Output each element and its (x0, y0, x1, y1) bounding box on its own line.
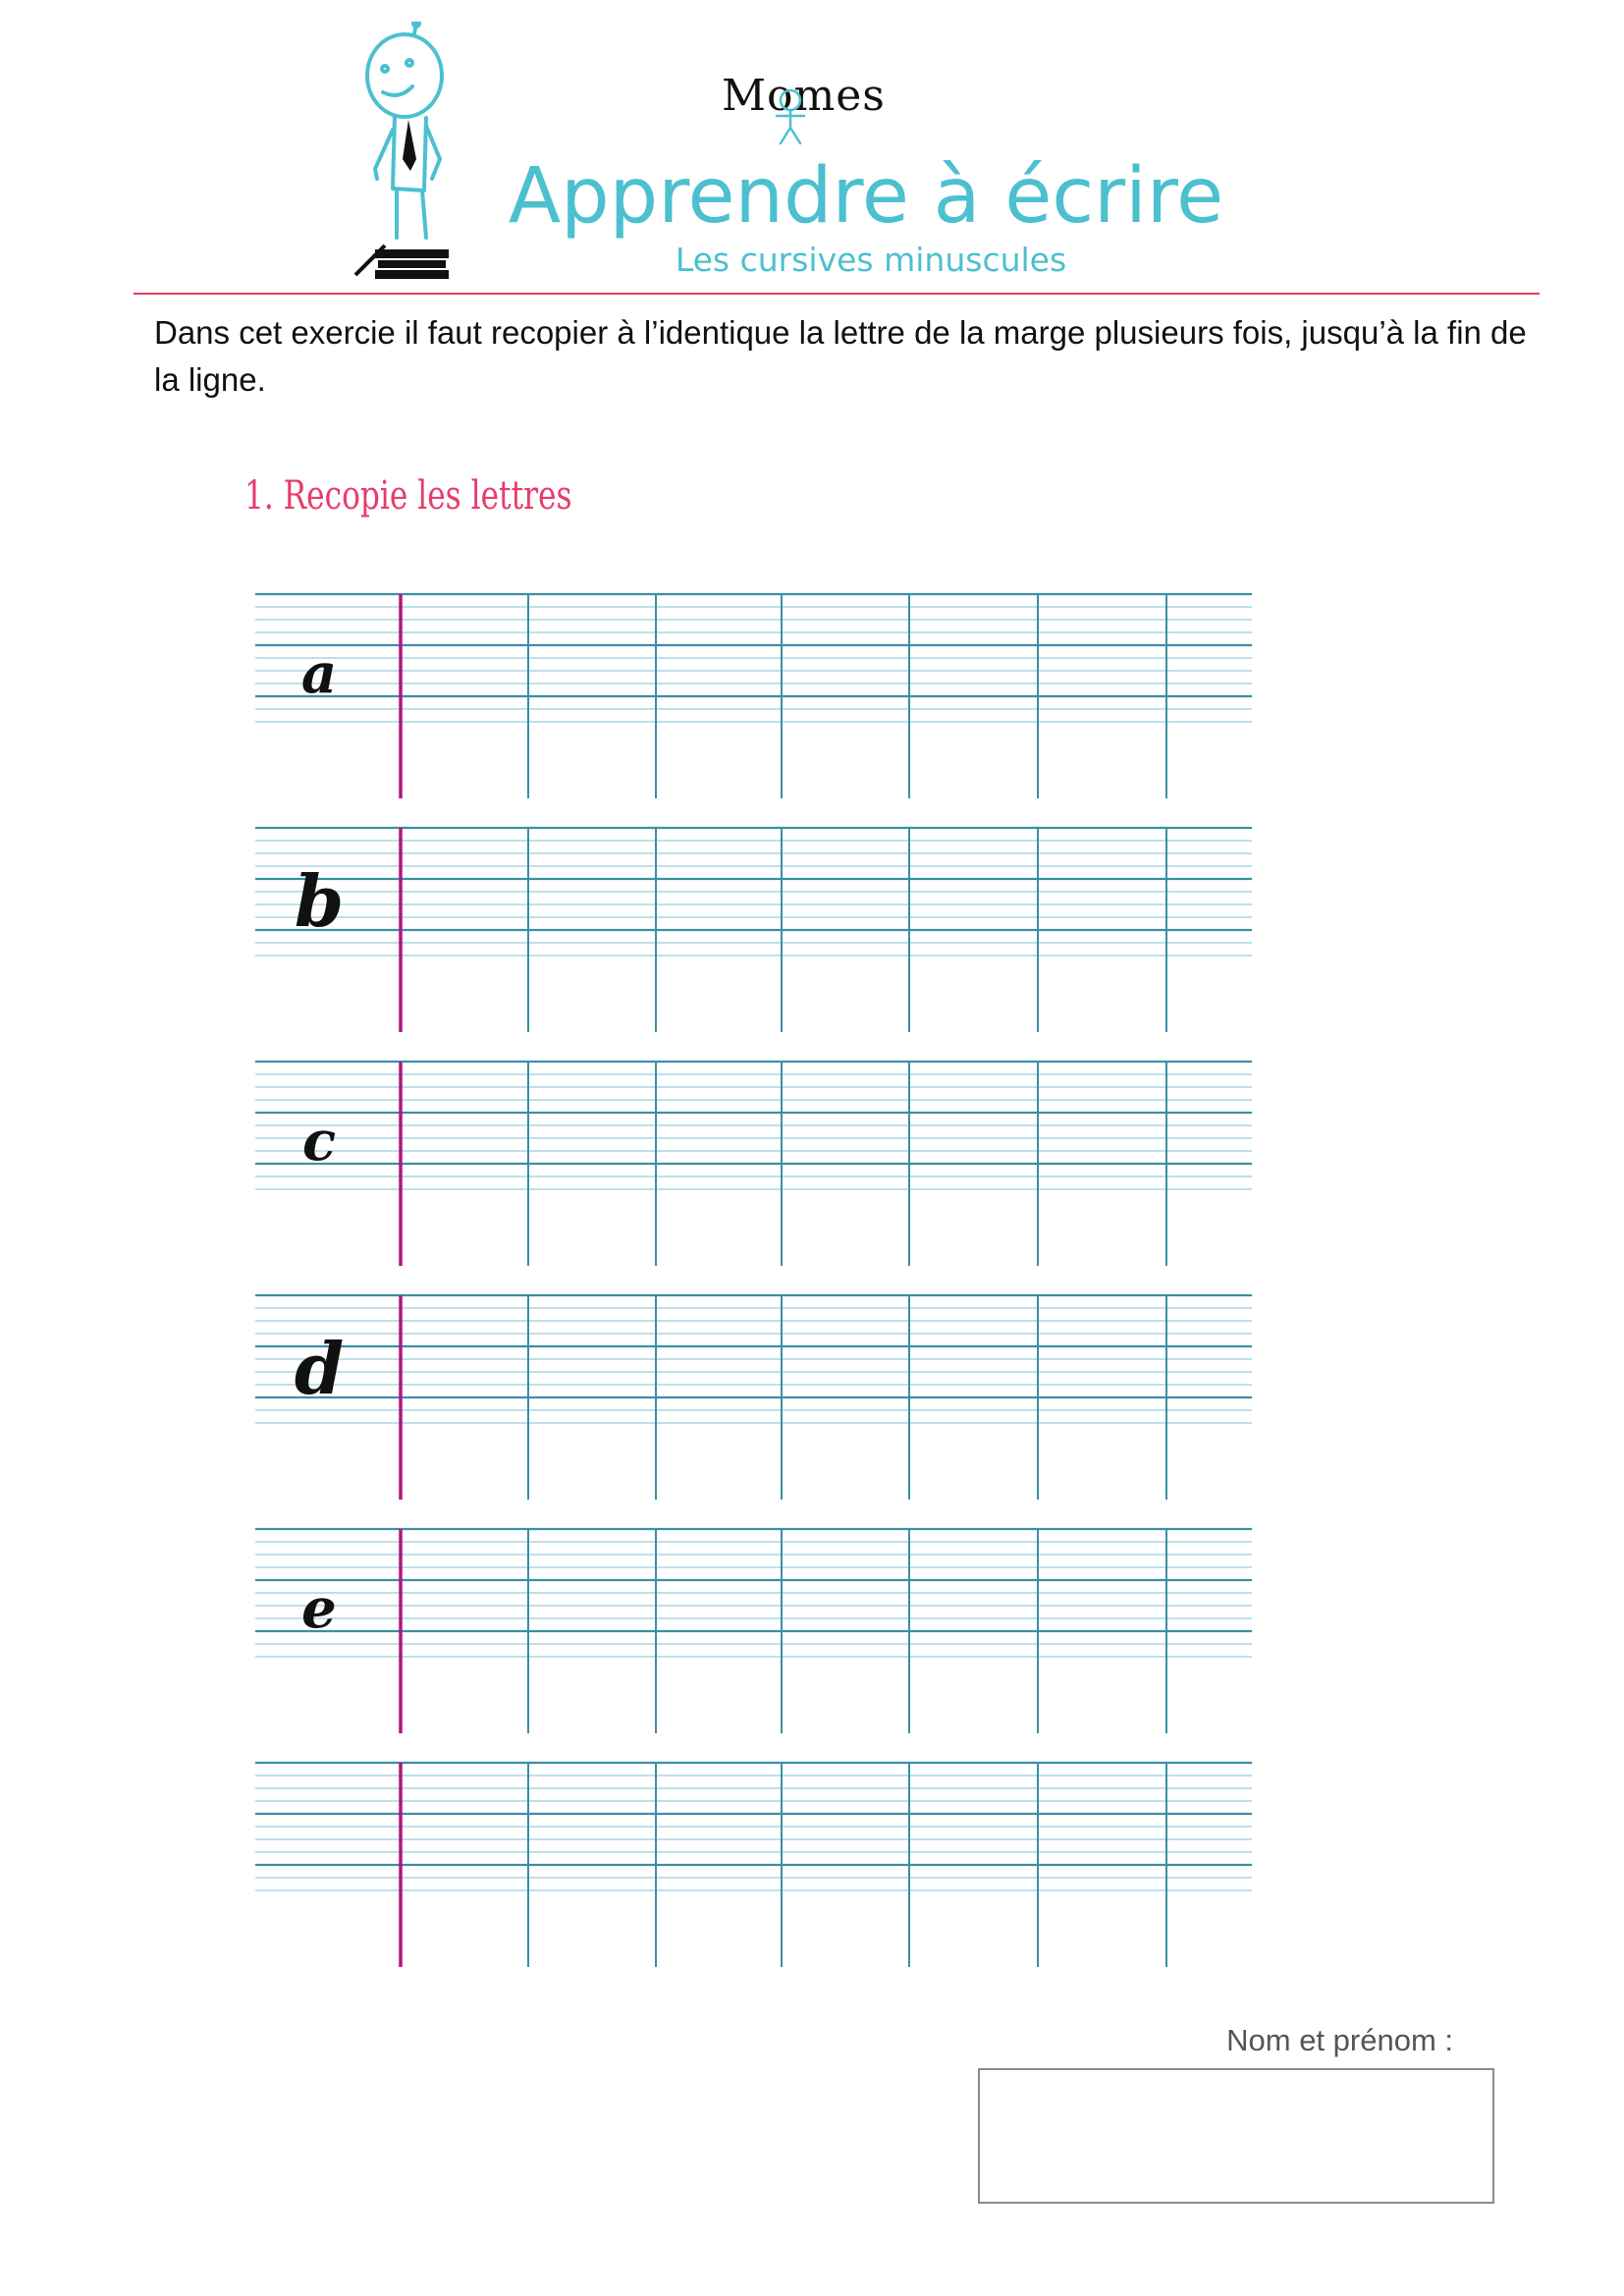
model-letter: e (301, 1576, 337, 1641)
line-block (255, 1529, 1252, 1733)
instructions-text: Dans cet exercie il faut recopier à l’identique la lettre de la marge plusieurs fois, jusqu’à la fin de la ligne. (154, 314, 1527, 398)
page-title: Apprendre à écrire (508, 152, 1224, 241)
model-letter: b (294, 859, 345, 943)
line-block (255, 828, 1252, 1032)
header-divider (134, 293, 1540, 295)
line-block (255, 594, 1252, 798)
writing-sheet (255, 579, 1252, 1994)
line-block (255, 1763, 1252, 1967)
model-letter: a (300, 641, 338, 706)
line-block (255, 1062, 1252, 1266)
exercise-title: 1. Recopie les lettres (244, 473, 572, 519)
name-input-box[interactable] (978, 2068, 1494, 2204)
logo-figure-icon (771, 88, 810, 147)
line-block (255, 1295, 1252, 1500)
name-field-label: Nom et prénom : (1226, 2023, 1453, 2057)
model-letter: d (294, 1327, 345, 1410)
momes-logo-text: Momes (722, 71, 886, 121)
page-subtitle: Les cursives minuscules (675, 241, 1067, 279)
model-letter: c (301, 1109, 337, 1174)
momes-logo (722, 71, 898, 159)
